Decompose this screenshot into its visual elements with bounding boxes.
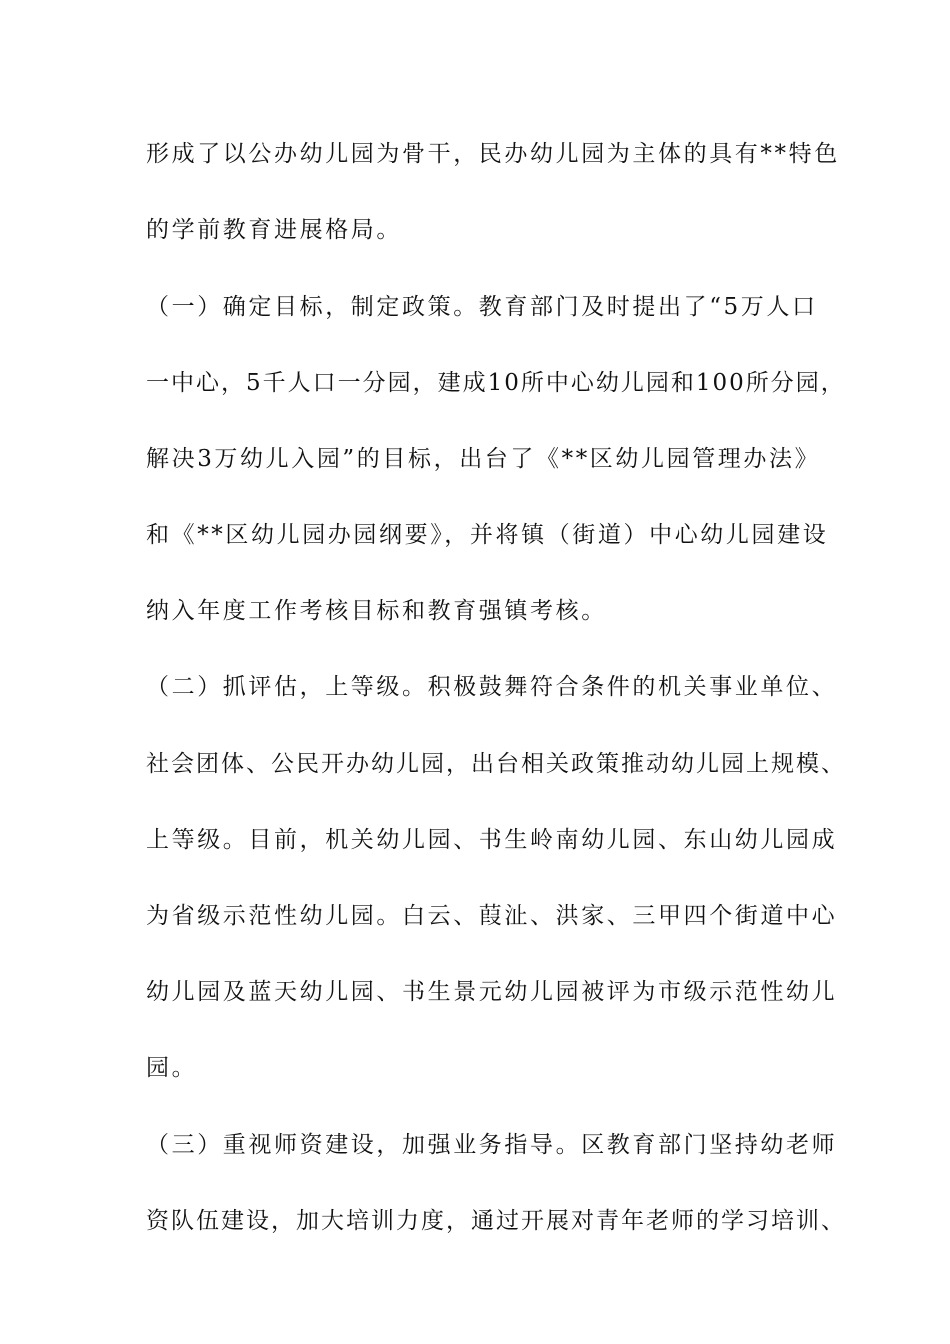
text-line: 的学前教育进展格局。 xyxy=(146,217,402,243)
text-line: 园。 xyxy=(146,1055,198,1081)
text-line: 解决3万幼儿入园”的目标，出台了《**区幼儿园管理办法》 xyxy=(146,446,821,472)
text-line: 形成了以公办幼儿园为骨干，民办幼儿园为主体的具有**特色 xyxy=(146,141,840,167)
text-line: 幼儿园及蓝天幼儿园、书生景元幼儿园被评为市级示范性幼儿 xyxy=(146,979,838,1005)
text-line: （一）确定目标，制定政策。教育部门及时提出了“5万人口 xyxy=(146,294,818,320)
text-line: 社会团体、公民开办幼儿园，出台相关政策推动幼儿园上规模、 xyxy=(146,751,846,777)
text-line: 为省级示范性幼儿园。白云、葭沚、洪家、三甲四个街道中心 xyxy=(146,903,838,929)
text-line: 上等级。目前，机关幼儿园、书生岭南幼儿园、东山幼儿园成 xyxy=(146,827,838,853)
text-line: 和《**区幼儿园办园纲要》，并将镇（街道）中心幼儿园建设 xyxy=(146,522,829,548)
text-line: （三）重视师资建设，加强业务指导。区教育部门坚持幼老师 xyxy=(146,1132,838,1158)
text-line: 一中心，5千人口一分园，建成10所中心幼儿园和100所分园， xyxy=(146,370,846,396)
text-line: 资队伍建设，加大培训力度，通过开展对青年老师的学习培训、 xyxy=(146,1208,846,1234)
text-line: 纳入年度工作考核目标和教育强镇考核。 xyxy=(146,598,607,624)
text-line: （二）抓评估，上等级。积极鼓舞符合条件的机关事业单位、 xyxy=(146,674,838,700)
